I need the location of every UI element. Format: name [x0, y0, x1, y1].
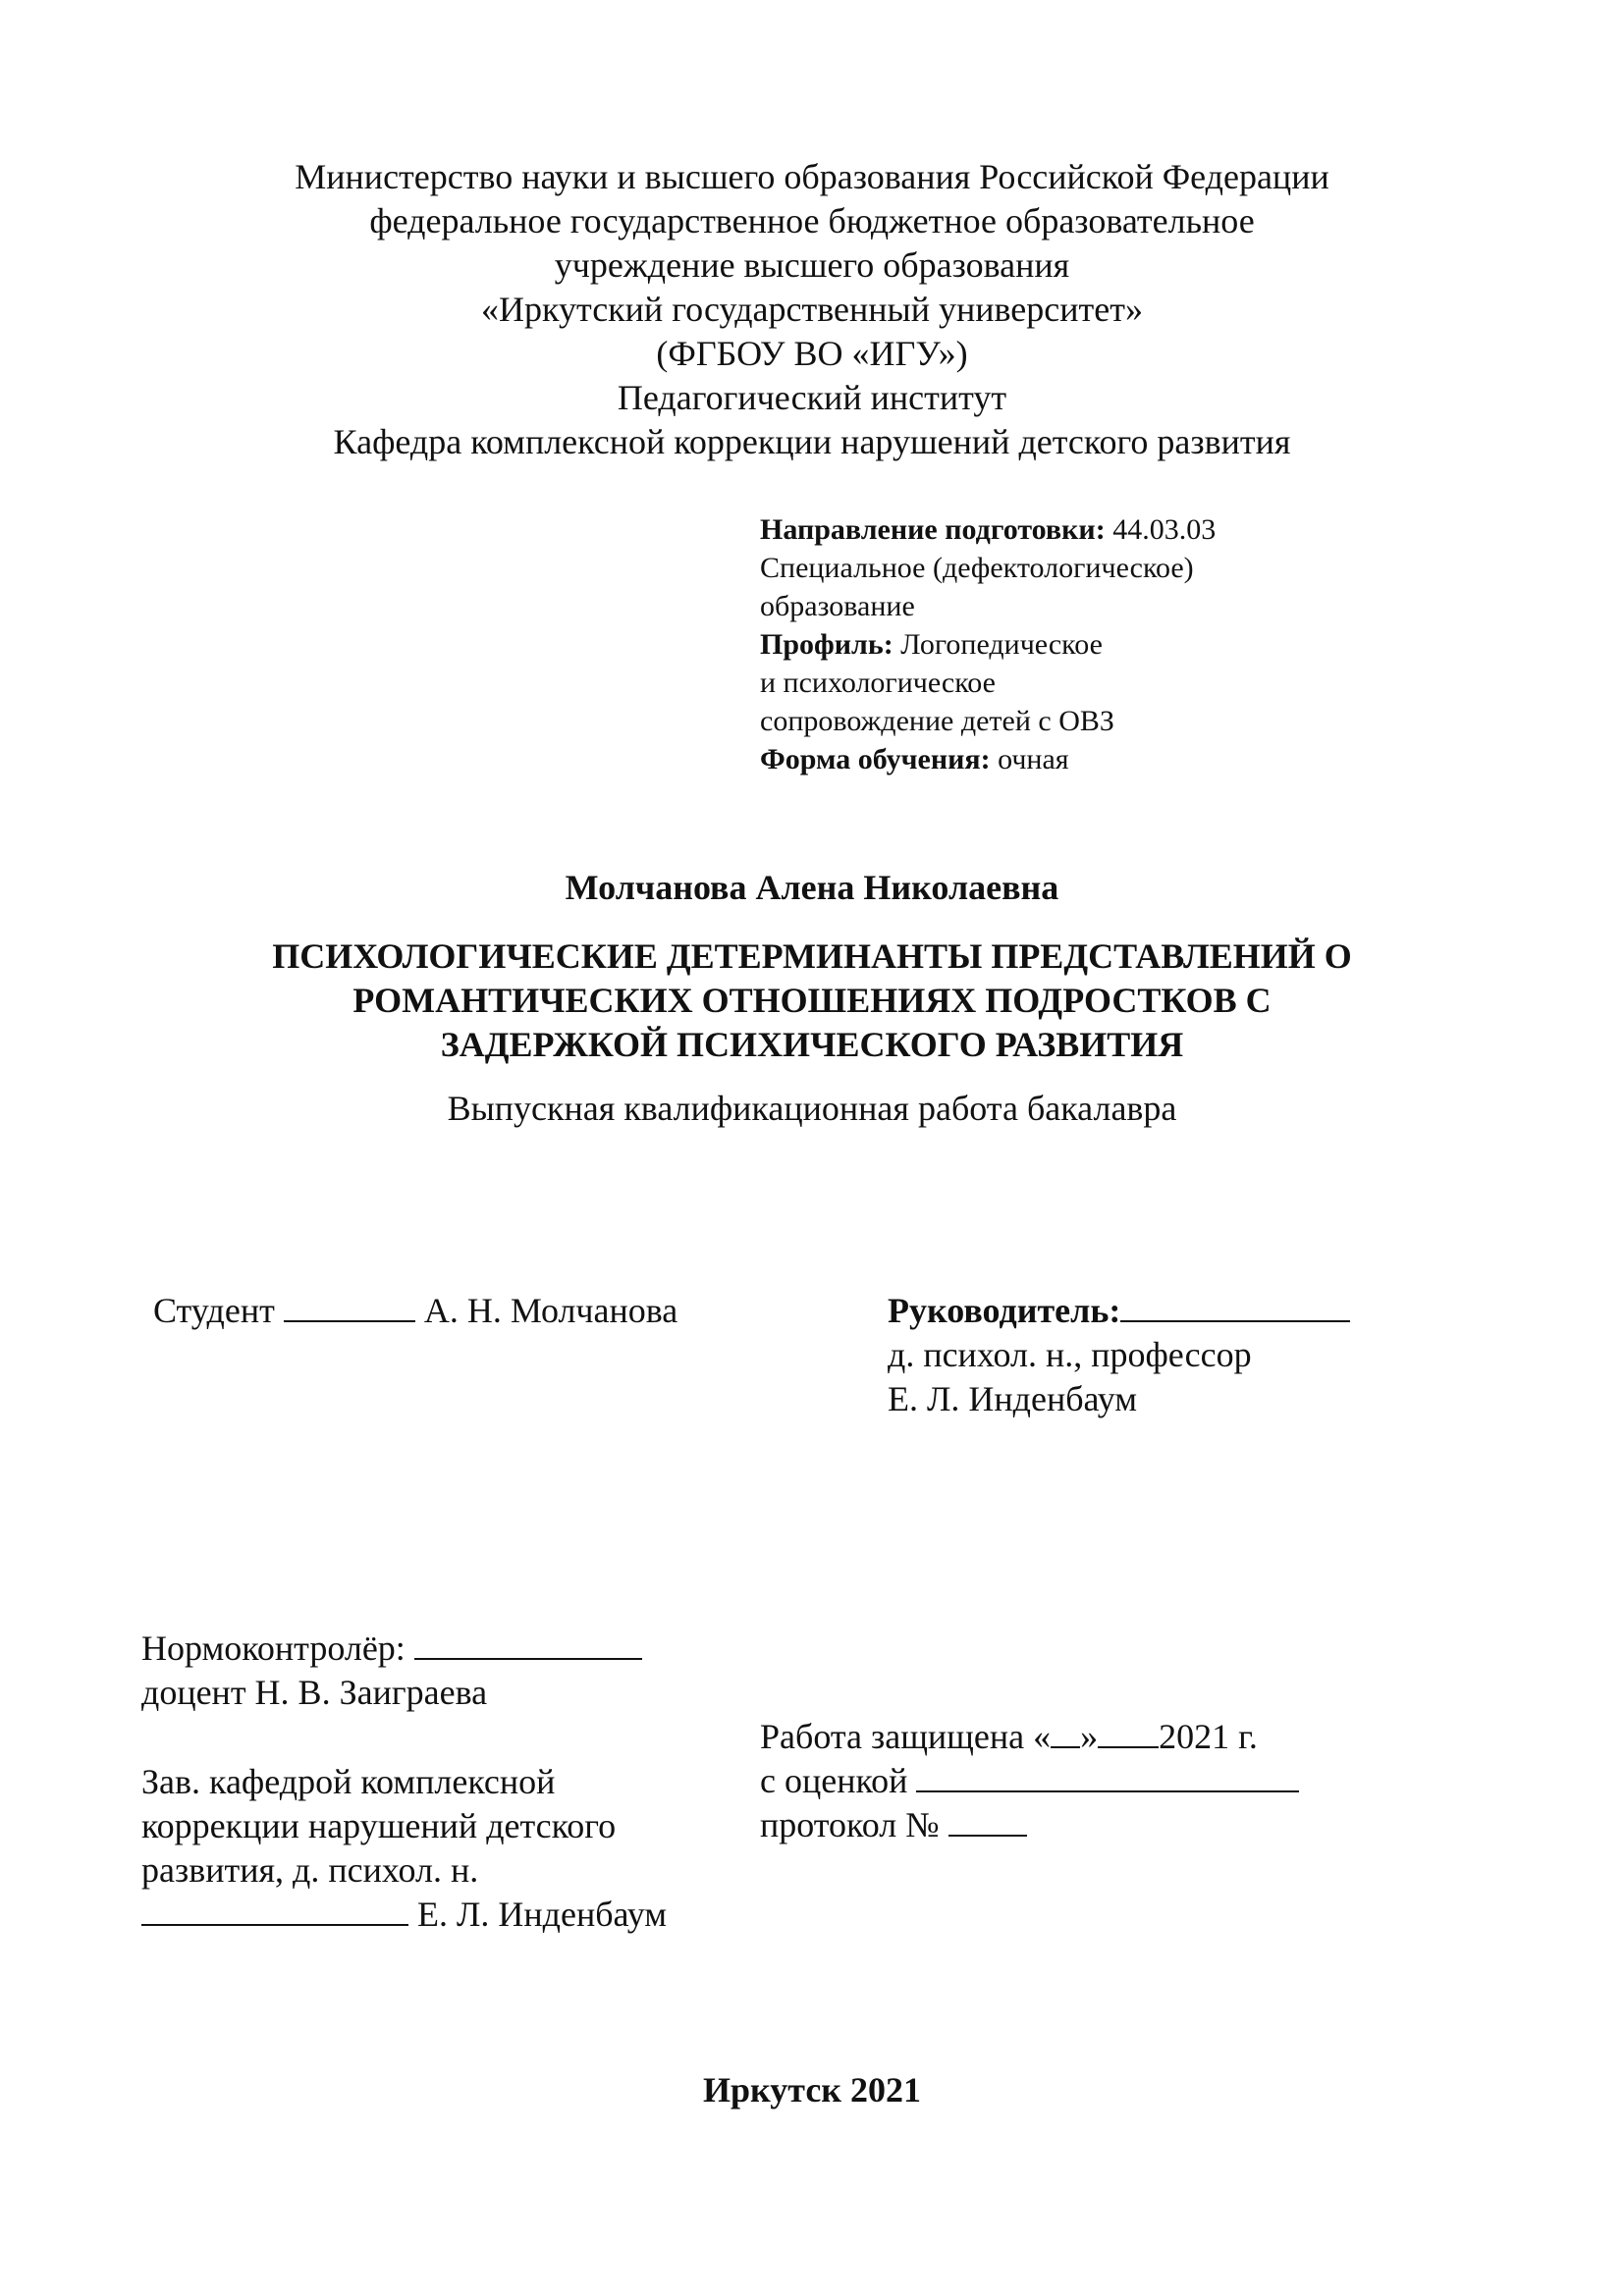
- institute-name: Педагогический институт: [617, 378, 1007, 417]
- profile-value-3: сопровождение детей с ОВЗ: [760, 705, 1114, 737]
- defense-month-blank: [1098, 1745, 1159, 1748]
- profile-value-2: и психологическое: [760, 667, 996, 699]
- form-value: очная: [990, 743, 1069, 775]
- direction-name-2: образование: [760, 590, 915, 622]
- university-name: «Иркутский государственный университет»: [481, 290, 1143, 329]
- profile-value-1: Логопедическое: [893, 628, 1103, 661]
- protocol-label: протокол №: [760, 1805, 948, 1844]
- institution-header: [0, 155, 1624, 464]
- ministry-line: Министерство науки и высшего образования Российской Федерации: [295, 157, 1329, 196]
- normocontroller-signature: [141, 1627, 642, 1715]
- defense-record: Работа защищена « » 2021 г. с оценкой протокол №: [760, 1715, 1299, 1847]
- supervisor-degree: д. психол. н., профессор: [888, 1335, 1252, 1374]
- head-name: Е. Л. Инденбаум: [408, 1895, 668, 1934]
- direction-name-1: Специальное (дефектологическое): [760, 552, 1194, 584]
- student-signature-line: [284, 1319, 415, 1322]
- normocontroller-label: Нормоконтролёр:: [141, 1629, 414, 1668]
- program-info: [760, 510, 1216, 778]
- direction-code: 44.03.03: [1105, 513, 1217, 546]
- head-signature-line: [141, 1923, 408, 1926]
- profile-label: Профиль:: [760, 628, 893, 661]
- grade-blank: [916, 1789, 1299, 1792]
- head-of-department-signature: [141, 1760, 667, 1937]
- defense-year: 2021 г.: [1159, 1717, 1258, 1756]
- student-name: А. Н. Молчанова: [414, 1291, 678, 1330]
- supervisor-name: Е. Л. Инденбаум: [888, 1379, 1138, 1418]
- work-type: Выпускная квалификационная работа бакалавра: [447, 1089, 1177, 1128]
- grade-label: с оценкой: [760, 1761, 917, 1800]
- form-label: Форма обучения:: [760, 743, 991, 775]
- city-year: Иркутск 2021: [702, 2070, 922, 2109]
- institution-type-line-2: учреждение высшего образования: [554, 245, 1070, 285]
- normocontroller-signature-line: [414, 1657, 642, 1660]
- defense-label: Работа защищена «: [760, 1717, 1052, 1756]
- department-name: Кафедра комплексной коррекции нарушений детского развития: [333, 422, 1291, 461]
- head-title-3: развития, д. психол. н.: [141, 1850, 479, 1890]
- direction-label: Направление подготовки:: [760, 513, 1106, 546]
- protocol-number-blank: [948, 1834, 1027, 1837]
- institution-type-line: федеральное государственное бюджетное образовательное: [369, 201, 1255, 240]
- supervisor-signature: [888, 1289, 1350, 1421]
- student-signature: [153, 1289, 677, 1332]
- title-line-2: РОМАНТИЧЕСКИХ ОТНОШЕНИЯХ ПОДРОСТКОВ С: [352, 981, 1272, 1020]
- supervisor-label: Руководитель:: [888, 1291, 1121, 1330]
- head-title-2: коррекции нарушений детского: [141, 1806, 617, 1845]
- form-line: [760, 740, 1216, 778]
- student-label: Студент: [153, 1291, 284, 1330]
- direction-line: [760, 510, 1216, 549]
- title-line-1: ПСИХОЛОГИЧЕСКИЕ ДЕТЕРМИНАНТЫ ПРЕДСТАВЛЕНИЙ О: [272, 936, 1352, 976]
- thesis-title: [0, 934, 1624, 1067]
- head-title-1: Зав. кафедрой комплексной: [141, 1762, 556, 1801]
- defense-day-blank: [1051, 1745, 1080, 1748]
- author-name: Молчанова Алена Николаевна: [565, 868, 1059, 907]
- normocontroller-name: доцент Н. В. Заиграева: [141, 1673, 488, 1712]
- title-line-3: ЗАДЕРЖКОЙ ПСИХИЧЕСКОГО РАЗВИТИЯ: [440, 1025, 1184, 1064]
- university-abbr: (ФГБОУ ВО «ИГУ»): [656, 334, 968, 373]
- supervisor-signature-line: [1120, 1319, 1350, 1322]
- profile-line: [760, 625, 1216, 664]
